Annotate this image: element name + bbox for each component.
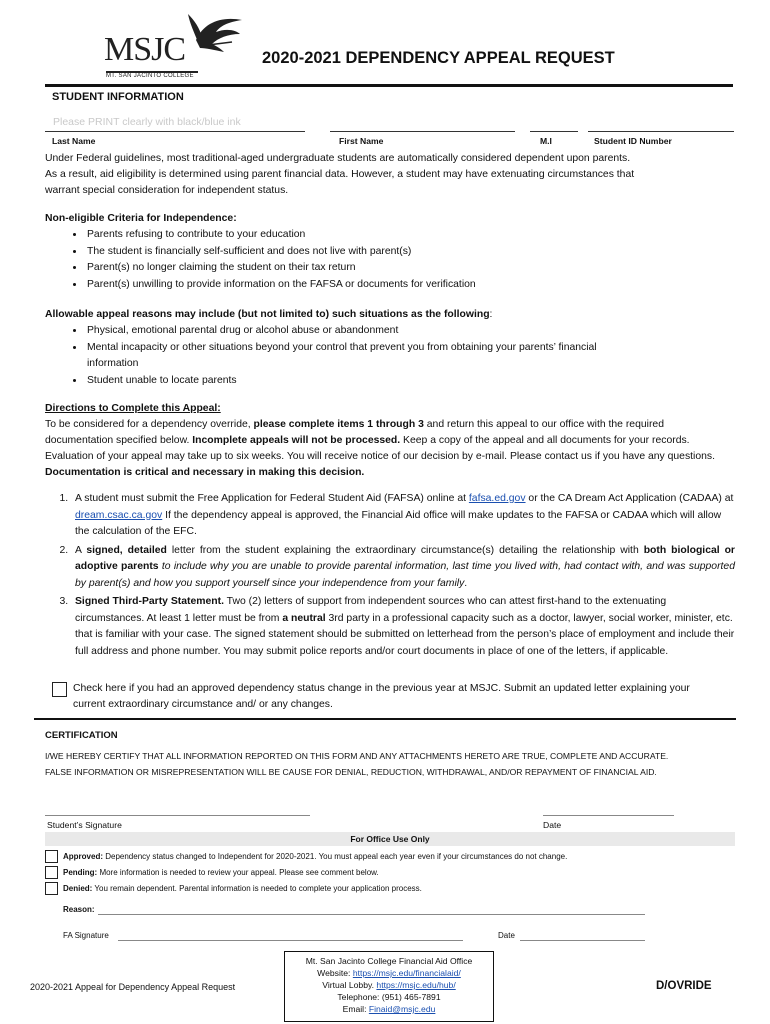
step-text: A student must submit the Free Application for Federal Student Aid (FAFSA) online at — [75, 493, 469, 504]
step-bold: a neutral — [282, 612, 326, 624]
section-rule — [34, 718, 736, 720]
non-eligible-section — [45, 211, 735, 293]
virtual-lobby-link[interactable]: https://msjc.edu/hub/ — [376, 980, 456, 990]
non-eligible-list — [45, 227, 735, 293]
intro-line: As a result, aid eligibility is determined using parent financial data. However, a student may have extenuating circumstances that — [45, 169, 635, 180]
student-signature-label: Student’s Signature — [47, 820, 122, 830]
directions-bold: Incomplete appeals will not be processed. — [192, 435, 401, 446]
reason-line[interactable] — [98, 914, 645, 915]
reason-label: Reason: — [63, 905, 95, 914]
steps-list — [0, 491, 735, 660]
denied-checkbox[interactable] — [45, 882, 58, 895]
mi-line[interactable] — [530, 131, 578, 132]
certification-text — [45, 748, 668, 780]
step-text: A — [75, 544, 87, 556]
allowable-heading — [45, 307, 605, 323]
mi-label: M.I — [540, 136, 552, 146]
denied-row — [63, 883, 422, 895]
list-item: • Student unable to locate parents — [85, 373, 605, 390]
contact-lobby — [285, 979, 493, 991]
contact-phone: Telephone: (951) 465-7891 — [337, 992, 441, 1002]
allowable-section — [45, 307, 605, 389]
step-2 — [71, 543, 735, 593]
prior-approval-text: Check here if you had an approved dependency status change in the previous year at MSJC. Submit an updated letter explaining your current extraordinary circumstance and/ or any changes. — [73, 683, 690, 710]
step-bold: both biological or adoptive parents — [75, 544, 735, 572]
step-bold: signed, detailed — [86, 544, 167, 556]
website-label: Website: — [317, 968, 353, 978]
student-id-line[interactable] — [588, 131, 734, 132]
contact-office-name: Mt. San Jacinto College Financial Aid Office — [305, 956, 473, 966]
denied-text: You remain dependent. Parental information is needed to complete your application process. — [92, 884, 422, 893]
certification-line: FALSE INFORMATION OR MISREPRESENTATION WILL BE CAUSE FOR DENIAL, REDUCTION, WITHDRAWAL, AND/OR REPAYMENT OF FINANCIAL AID. — [45, 767, 657, 777]
website-link[interactable]: https://msjc.edu/financialaid/ — [352, 968, 461, 978]
intro-line: Under Federal guidelines, most traditional-aged undergraduate students are automatically considered dependent upon parents. — [45, 153, 631, 164]
email-label: Email: — [342, 1004, 369, 1014]
certification-heading: CERTIFICATION — [45, 730, 118, 741]
contact-email — [285, 1003, 493, 1015]
directions-text: To be considered for a dependency override, — [45, 419, 254, 430]
step-italic: to include why you are unable to provide parental information, last time you lived with, had contact with, and was supported by parent(s) and how you support yourself since your independence from your family — [75, 561, 735, 589]
approved-checkbox[interactable] — [45, 850, 58, 863]
step-text: or the CA Dream Act Application (CADAA) at — [525, 493, 734, 504]
list-item: • Parent(s) unwilling to provide information on the FAFSA or documents for verification — [85, 277, 735, 294]
list-item: • Parents refusing to contribute to your education — [85, 227, 735, 244]
fa-signature-label: FA Signature — [63, 931, 109, 940]
directions-text: and return this appeal to our office with the required documentation specified below. — [45, 419, 664, 446]
first-name-label: First Name — [339, 136, 384, 146]
allowable-heading-text: Allowable appeal reasons may include (but not limited to) such situations as the following — [45, 309, 490, 320]
list-item: • Parent(s) no longer claiming the student on their tax return — [85, 260, 735, 277]
directions-paragraph — [45, 417, 735, 481]
list-item: • The student is financially self-sufficient and does not live with parent(s) — [85, 244, 735, 261]
certification-line: I/WE HEREBY CERTIFY THAT ALL INFORMATION REPORTED ON THIS FORM AND ANY ATTACHMENTS HERETO ARE TRUE, COMPLETE AND ACCURATE. — [45, 751, 669, 761]
student-id-label: Student ID Number — [594, 136, 672, 146]
email-link[interactable]: Finaid@msjc.edu — [368, 1004, 436, 1014]
directions-text: Keep a copy of the appeal and all documents for your records. Evaluation of your appeal may take up to six weeks. You will receive notice of our decision by e-mail. Please contact us if you have any questions. — [45, 435, 715, 462]
pending-label: Pending: — [63, 868, 98, 877]
directions-bold: please complete items 1 through 3 — [253, 419, 424, 430]
approved-text: Dependency status changed to Independent for 2020-2021. You must appeal each year even if your circumstances do not change. — [103, 852, 568, 861]
step-bold: Signed Third-Party Statement. — [75, 596, 224, 607]
dream-act-link[interactable]: dream.csac.ca.gov — [75, 509, 163, 521]
allowable-heading-colon: : — [489, 309, 493, 320]
steps-section — [0, 491, 735, 662]
step-1 — [71, 491, 735, 541]
list-item: • Mental incapacity or other situations beyond your control that prevent you from obtaining your parents’ financial information — [85, 340, 605, 373]
directions-bold: Documentation is critical and necessary in making this decision. — [45, 467, 365, 478]
intro-paragraph — [45, 151, 735, 199]
form-code: D/OVRIDE — [656, 980, 712, 992]
logo-letters: MSJC — [104, 31, 186, 68]
print-instruction: Please PRINT clearly with black/blue ink — [53, 116, 241, 128]
fafsa-link[interactable]: fafsa.ed.gov — [468, 493, 526, 504]
last-name-line[interactable] — [45, 131, 305, 132]
step-text: letter from the student explaining the extraordinary circumstance(s) detailing the relationship with — [166, 544, 644, 556]
form-title: 2020-2021 DEPENDENCY APPEAL REQUEST — [262, 49, 615, 67]
fa-date-label: Date — [498, 931, 515, 940]
prior-approval-checkbox[interactable] — [52, 682, 67, 697]
last-name-label: Last Name — [52, 136, 96, 146]
lobby-label: Virtual Lobby. — [322, 980, 377, 990]
pending-row — [63, 867, 379, 879]
list-item: • Physical, emotional parental drug or alcohol abuse or abandonment — [85, 323, 605, 340]
approved-row — [63, 851, 567, 863]
step-text: 3rd party in a professional capacity such as a doctor, lawyer, social worker, minister, etc. that is familiar with your case. The signed statement should be submitted on letterhead from the person’s place of employment and include their full address and phone number. You may submit police reports and/or court documents in place of one of the letters, if applicable. — [75, 612, 735, 657]
approved-label: Approved: — [63, 852, 103, 861]
directions-heading: Directions to Complete this Appeal: — [45, 403, 221, 414]
student-info-heading: STUDENT INFORMATION — [52, 91, 184, 103]
fa-date-line[interactable] — [520, 940, 645, 941]
footer-form-name: 2020-2021 Appeal for Dependency Appeal Request — [30, 982, 236, 992]
step-text: Two (2) letters of support from independent sources who can attest first-hand to the extenuating circumstances. At least 1 letter must be from — [75, 596, 667, 624]
denied-label: Denied: — [63, 884, 93, 893]
contact-box — [284, 951, 494, 1022]
student-signature-line[interactable] — [45, 815, 310, 816]
step-text: If the dependency appeal is approved, the Financial Aid office will make updates to the FAFSA or CADAA which will allow the calculation of the EFC. — [75, 509, 722, 537]
fa-signature-line[interactable] — [118, 940, 463, 941]
allowable-list — [45, 323, 605, 389]
step-text: . — [464, 577, 468, 589]
contact-website — [285, 967, 493, 979]
non-eligible-heading: Non-eligible Criteria for Independence: — [45, 213, 237, 224]
pending-checkbox[interactable] — [45, 866, 58, 879]
first-name-line[interactable] — [330, 131, 515, 132]
pending-text: More information is needed to review your appeal. Please see comment below. — [97, 868, 379, 877]
step-3 — [71, 594, 735, 660]
student-date-label: Date — [543, 820, 562, 830]
office-use-heading: For Office Use Only — [45, 832, 735, 846]
header-rule — [45, 84, 733, 87]
directions-section — [45, 401, 735, 481]
intro-line: warrant special consideration for independent status. — [45, 185, 289, 196]
logo-subtitle: MT. SAN JACINTO COLLEGE — [106, 73, 194, 79]
student-date-line[interactable] — [543, 815, 674, 816]
msjc-logo — [104, 12, 244, 82]
